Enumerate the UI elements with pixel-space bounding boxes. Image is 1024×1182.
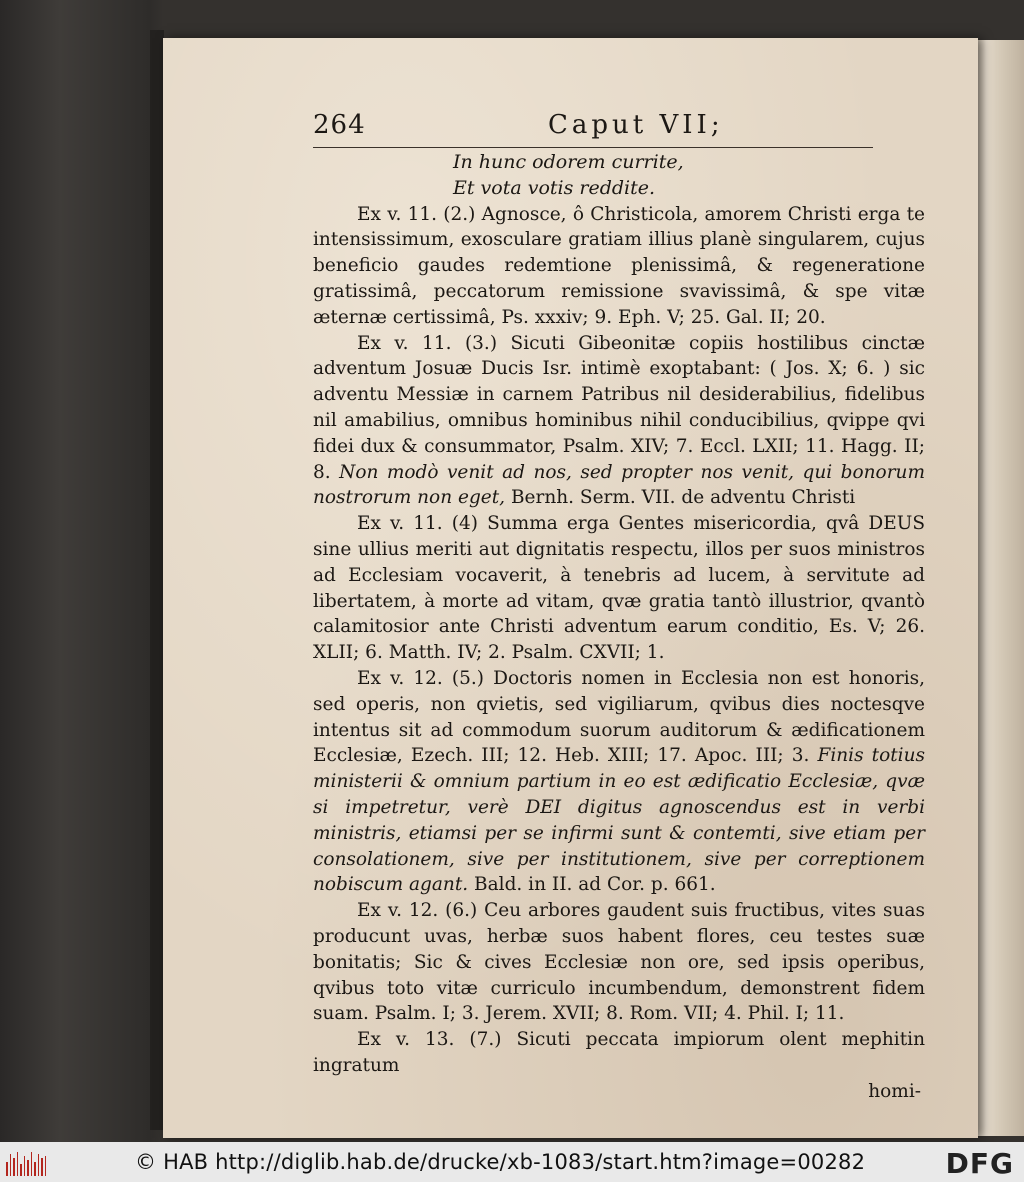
paragraph-lead: Ex v. 11. (3.)	[357, 332, 498, 354]
book-page	[163, 38, 978, 1138]
paragraph-5	[313, 898, 925, 1027]
paragraph-lead: Ex v. 12. (5.)	[357, 667, 484, 689]
catchword: homi-	[868, 1080, 921, 1102]
paragraph-source: Bald. in II. ad Cor. p. 661.	[474, 874, 716, 896]
permalink-url[interactable]: © HAB http://diglib.hab.de/drucke/xb-1083/start.htm?image=00282	[135, 1150, 866, 1174]
paragraph-text: Doctoris nomen in Ecclesia non est honoris, sed operis, non qvietis, sed vigiliarum, qvibus dies noctesqve intentus sit ad commodum suorum auditorum & ædificationem Ecclesiæ, Ezech. III; 12. Heb. XIII; 17. Apoc. III; 3.	[313, 667, 925, 767]
binding-shadow	[150, 30, 164, 1130]
paragraph-quote: Non modò venit ad nos, sed propter nos venit, qui bonorum nostrorum non eget,	[313, 461, 925, 509]
verse-line-1: In hunc odorem currite,	[453, 151, 684, 173]
paragraph-text: Sicuti Gibeonitæ copiis hostilibus cinctæ adventum Josuæ Ducis Isr. intimè exoptabant: ( Jos. X; 6. ) sic adventu Messiæ in carnem Patribus nil desiderabilius, fidelibus nil amabilius, omnibus hominibus nihil conducibilius, qvippe qvi fidei dux & consummator, Psalm. XIV; 7. Eccl. LXII; 11. Hagg. II; 8.	[313, 332, 925, 483]
paragraph-text: Ceu arbores gaudent suis fructibus, vites suas producunt uvas, herbæ suos habent flores, ceu testes suæ bonitatis; Sic & cives Ecclesiæ non ore, sed ipsis operibus, qvibus toto vitæ curriculo incumbendum, demonstrent fidem suam. Psalm. I; 3. Jerem. XVII; 8. Rom. VII; 4. Phil. I; 11.	[313, 900, 925, 1025]
paragraph-lead: Ex v. 11. (2.)	[357, 203, 476, 225]
paragraph-quote: Finis totius ministerii & omnium partium in eo est ædificatio Ecclesiæ, qvæ si impetretur, verè DEI digitus agnoscendus est in verbi ministris, etiamsi per se infirmi sunt & contemti, sive etiam per consolationem, sive per institutionem, sive per correptionem nobiscum agant.	[313, 745, 925, 896]
head-rule	[313, 147, 873, 148]
paragraph-text: Summa erga Gentes misericordia, qvâ DEUS sine ullius meriti aut dignitatis respectu, illos per suos ministros ad Ecclesiam vocaverit, à tenebris ad lucem, à servitute ad libertatem, à morte ad vitam, qvæ gratia tantò illustrior, qvantò calamitosior ante Christi adventum earum conditio, Es. V; 26. XLII; 6. Matth. IV; 2. Psalm. CXVII; 1.	[313, 513, 925, 664]
paragraph-text: Sicuti peccata impiorum olent mephitin ingratum	[313, 1029, 925, 1076]
library-barcode-icon	[6, 1150, 46, 1176]
paragraph-4	[313, 666, 925, 898]
running-title: Caput VII;	[548, 110, 724, 140]
page-number: 264	[313, 110, 366, 140]
paragraph-text: Agnosce, ô Christicola, amorem Christi erga te intensissimum, exosculare gratiam illius planè singularem, cujus beneficio gaudes redemtione plenissimâ, & regeneratione gratissimâ, peccatorum remissione svavissimâ, & spe vitæ æternæ certissimâ, Ps. xxxiv; 9. Eph. V; 25. Gal. II; 20.	[313, 203, 925, 328]
paragraph-2	[313, 331, 925, 512]
paragraph-6	[313, 1027, 925, 1079]
paragraph-source: Bernh. Serm. VII. de adventu Christi	[510, 487, 856, 509]
paragraph-lead: Ex v. 12. (6.)	[357, 900, 478, 922]
paragraph-3	[313, 511, 925, 666]
paragraph-1	[313, 202, 925, 331]
page-edges	[978, 40, 1024, 1136]
verse-line-2: Et vota votis reddite.	[453, 176, 656, 199]
paragraph-lead: Ex v. 11. (4)	[357, 513, 478, 535]
dfg-logo: DFG	[945, 1147, 1014, 1180]
page-text	[313, 150, 925, 1104]
paragraph-lead: Ex v. 13. (7.)	[357, 1029, 502, 1051]
viewer-footer	[0, 1142, 1024, 1182]
